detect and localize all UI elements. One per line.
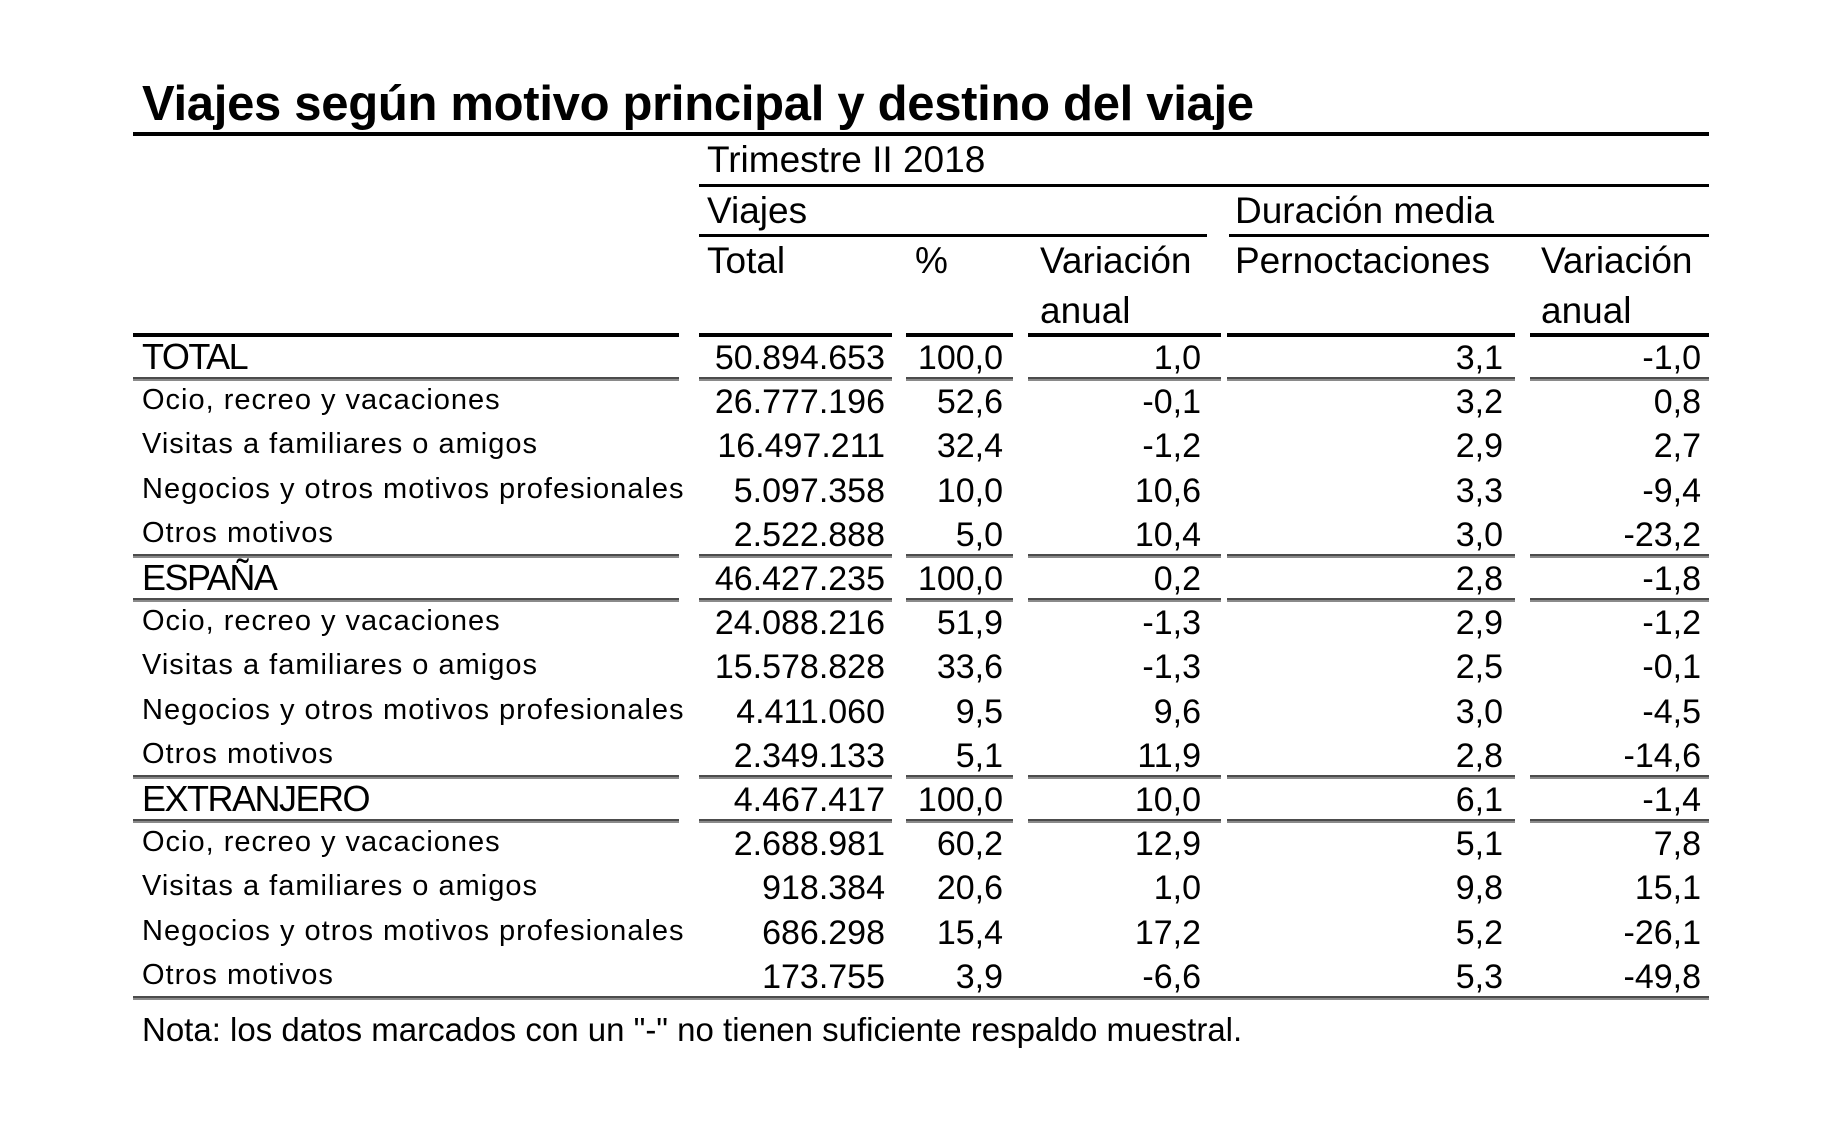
cell-pernoctaciones: 2,8: [1455, 736, 1503, 775]
cell-total: 50.894.653: [714, 339, 885, 377]
row-rule: [1530, 333, 1709, 337]
cell-variacion: -1,3: [1142, 648, 1201, 687]
cell-variacion: -6,6: [1142, 957, 1201, 996]
cell-pct: 33,6: [936, 648, 1003, 687]
cell-variacion-2: -1,2: [1642, 604, 1701, 643]
cell-pct: 15,4: [936, 913, 1003, 952]
row-label: Ocio, recreo y vacaciones: [142, 826, 501, 859]
row-label: Visitas a familiares o amigos: [142, 870, 538, 903]
cell-pernoctaciones: 5,3: [1455, 957, 1503, 996]
row-rule: [906, 775, 1013, 779]
variacion-label: Variación: [1040, 240, 1192, 281]
variacion-2-column-header: [1541, 239, 1693, 333]
row-label: Otros motivos: [142, 737, 334, 770]
cell-total: 686.298: [762, 913, 885, 952]
row-rule: [1028, 775, 1221, 779]
duracion-header: Duración media: [1235, 190, 1495, 231]
cell-pct: 100,0: [917, 339, 1003, 377]
cell-pct: 5,1: [955, 736, 1003, 775]
cell-total: 15.578.828: [714, 648, 885, 687]
cell-variacion-2: -26,1: [1623, 913, 1701, 952]
cell-variacion: 10,0: [1134, 781, 1201, 819]
cell-pernoctaciones: 3,0: [1455, 515, 1503, 554]
cell-pct: 10,0: [936, 471, 1003, 510]
cell-pct: 3,9: [955, 957, 1003, 996]
total-column-header: Total: [707, 240, 786, 281]
viajes-header: Viajes: [707, 190, 808, 231]
cell-pct: 20,6: [936, 869, 1003, 908]
group-row-label: EXTRANJERO: [142, 778, 370, 819]
anual-label: anual: [1040, 290, 1131, 331]
period-header: Trimestre II 2018: [707, 139, 986, 180]
cell-pernoctaciones: 3,2: [1455, 383, 1503, 422]
cell-pernoctaciones: 6,1: [1455, 781, 1503, 819]
cell-variacion: 1,0: [1153, 339, 1201, 377]
cell-variacion-2: -1,8: [1642, 560, 1701, 598]
cell-variacion: 17,2: [1134, 913, 1201, 952]
row-label: Negocios y otros motivos profesionales: [142, 472, 685, 505]
cell-variacion: 1,0: [1153, 869, 1201, 908]
cell-variacion: -1,3: [1142, 604, 1201, 643]
row-rule: [1227, 775, 1515, 779]
cell-pernoctaciones: 3,0: [1455, 692, 1503, 731]
cell-total: 46.427.235: [714, 560, 885, 598]
cell-pct: 100,0: [917, 781, 1003, 819]
cell-variacion-2: -49,8: [1623, 957, 1701, 996]
cell-variacion: 9,6: [1153, 692, 1201, 731]
cell-pernoctaciones: 2,8: [1455, 560, 1503, 598]
row-label: Visitas a familiares o amigos: [142, 649, 538, 682]
cell-variacion-2: 2,7: [1653, 427, 1701, 466]
group-row-label: TOTAL: [142, 336, 248, 377]
row-rule: [1530, 554, 1709, 558]
row-rule: [1028, 333, 1221, 337]
table-title: Viajes según motivo principal y destino del viaje: [142, 77, 1254, 131]
cell-total: 16.497.211: [717, 427, 885, 466]
cell-variacion-2: -23,2: [1623, 515, 1701, 554]
anual-2-label: anual: [1541, 290, 1632, 331]
cell-variacion: -0,1: [1142, 383, 1201, 422]
viajes-rule: [699, 234, 1207, 237]
cell-total: 26.777.196: [714, 383, 885, 422]
pernoctaciones-column-header: Pernoctaciones: [1235, 240, 1491, 281]
cell-pernoctaciones: 5,1: [1455, 825, 1503, 864]
period-rule: [699, 184, 1709, 187]
cell-variacion: 12,9: [1134, 825, 1201, 864]
cell-pernoctaciones: 2,9: [1455, 604, 1503, 643]
cell-total: 5.097.358: [733, 471, 885, 510]
cell-pct: 100,0: [917, 560, 1003, 598]
cell-variacion-2: -0,1: [1642, 648, 1701, 687]
cell-total: 173.755: [762, 957, 885, 996]
pct-column-header: %: [915, 240, 948, 281]
row-label: Ocio, recreo y vacaciones: [142, 605, 501, 638]
cell-variacion-2: 7,8: [1653, 825, 1701, 864]
cell-total: 2.522.888: [733, 515, 885, 554]
cell-pernoctaciones: 2,9: [1455, 427, 1503, 466]
variacion-column-header: [1040, 239, 1192, 333]
cell-pct: 5,0: [955, 515, 1003, 554]
cell-pernoctaciones: 3,3: [1455, 471, 1503, 510]
cell-variacion-2: 0,8: [1653, 383, 1701, 422]
cell-variacion: 10,6: [1134, 471, 1201, 510]
row-rule: [699, 554, 892, 558]
cell-variacion-2: -1,4: [1642, 781, 1701, 819]
cell-variacion: 0,2: [1153, 560, 1201, 598]
cell-pct: 60,2: [936, 825, 1003, 864]
row-label: Negocios y otros motivos profesionales: [142, 693, 685, 726]
cell-total: 2.349.133: [733, 736, 885, 775]
cell-pct: 51,9: [936, 604, 1003, 643]
data-table: [133, 130, 1709, 1010]
cell-variacion-2: -1,0: [1642, 339, 1701, 377]
row-rule: [1227, 333, 1515, 337]
cell-total: 918.384: [762, 869, 885, 908]
cell-pct: 32,4: [936, 427, 1003, 466]
row-label: Ocio, recreo y vacaciones: [142, 384, 501, 417]
title-rule: [133, 132, 1709, 136]
cell-variacion-2: 15,1: [1634, 869, 1701, 908]
variacion-2-label: Variación: [1541, 240, 1693, 281]
row-rule: [1227, 554, 1515, 558]
row-rule: [699, 333, 892, 337]
cell-pernoctaciones: 3,1: [1455, 339, 1503, 377]
cell-total: 4.467.417: [733, 781, 885, 819]
cell-pernoctaciones: 2,5: [1455, 648, 1503, 687]
cell-variacion: 11,9: [1137, 736, 1201, 775]
row-rule: [906, 333, 1013, 337]
row-rule: [906, 554, 1013, 558]
cell-total: 4.411.060: [736, 692, 885, 731]
cell-variacion-2: -14,6: [1623, 736, 1701, 775]
cell-pernoctaciones: 9,8: [1455, 869, 1503, 908]
cell-pct: 52,6: [936, 383, 1003, 422]
row-rule: [1530, 775, 1709, 779]
cell-variacion: -1,2: [1142, 427, 1201, 466]
cell-pct: 9,5: [955, 692, 1003, 731]
row-label: Otros motivos: [142, 516, 334, 549]
cell-variacion-2: -9,4: [1642, 471, 1701, 510]
row-rule: [699, 775, 892, 779]
table-bottom-rule: [133, 996, 1709, 1000]
cell-total: 2.688.981: [733, 825, 885, 864]
row-label: Visitas a familiares o amigos: [142, 428, 538, 461]
row-label: Otros motivos: [142, 958, 334, 991]
cell-variacion-2: -4,5: [1642, 692, 1701, 731]
cell-variacion: 10,4: [1134, 515, 1201, 554]
group-row-label: ESPAÑA: [142, 557, 277, 598]
footnote: Nota: los datos marcados con un "-" no tienen suficiente respaldo muestral.: [142, 1011, 1243, 1048]
cell-total: 24.088.216: [714, 604, 885, 643]
row-label: Negocios y otros motivos profesionales: [142, 914, 685, 947]
duracion-rule: [1229, 234, 1709, 237]
cell-pernoctaciones: 5,2: [1455, 913, 1503, 952]
row-rule: [1028, 554, 1221, 558]
